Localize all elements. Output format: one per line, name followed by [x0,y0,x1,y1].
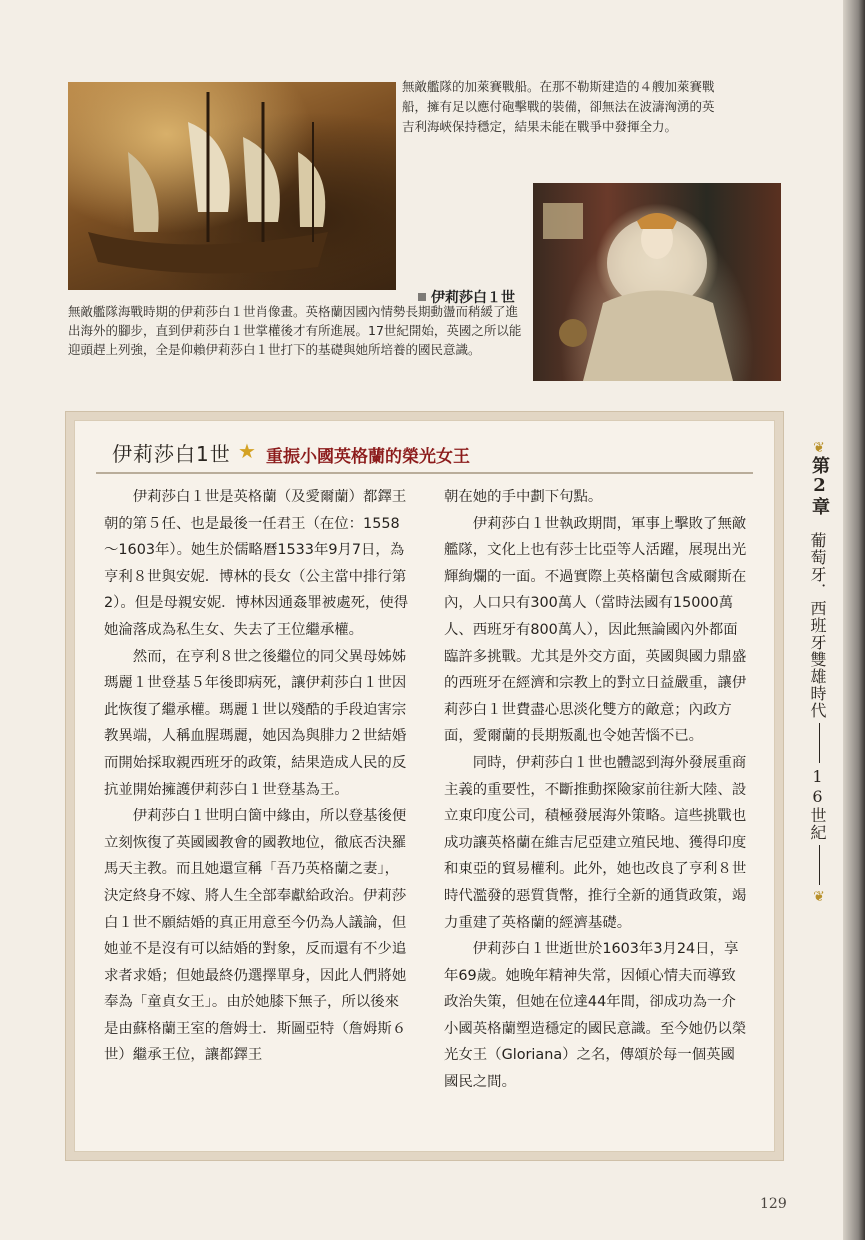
ornament-icon: ❦ [813,889,825,905]
portrait-caption: 無敵艦隊海戰時期的伊莉莎白１世肖像畫。英格蘭因國內情勢長期動盪而稍緩了進出海外的腳步，直到伊莉莎白１世掌權後才有所進展。17世紀開始，英國之所以能迎頭趕上列強，全是仰賴伊莉莎白１世打下的基礎與她所培養的國民意識。 [68,304,522,357]
square-bullet-icon [418,293,426,301]
feature-subtitle: 重振小國英格蘭的榮光女王 [266,447,470,467]
portrait-title: 伊莉莎白１世 [418,287,515,307]
page-number: 129 [760,1196,787,1212]
ornament-icon: ❦ [813,440,825,456]
ships-caption: 無敵艦隊的加萊賽戰船。在那不勒斯建造的４艘加萊賽戰船，擁有足以應付砲擊戰的裝備，卻無法在波濤洶湧的英吉利海峽保持穩定，結果未能在戰爭中發揮全力。 [402,79,715,134]
century-label: 16世紀 [808,767,827,841]
chapter-label: 第2章 [809,456,830,516]
page-edge [843,0,865,1240]
galleass-ships-painting [68,82,396,290]
paragraph: 伊莉莎白１世逝世於1603年3月24日，享年69歲。她晚年精神失常，因傾心情夫而導致政治失策，但她在位達44年間，卻成功為一介小國英格蘭塑造穩定的國民意識。至今她仍以榮光女王（Gloriana）之名，傳頌於每一個英國國民之間。 [444,941,747,1091]
paragraph: 然而，在亨利８世之後繼位的同父異母姊姊瑪麗１世登基５年後即病死，讓伊莉莎白１世因此恢復了繼承權。瑪麗１世以殘酷的手段迫害宗教異端，人稱血腥瑪麗，她因為與腓力２世結婚而開始採取親西班牙的政策，結果造成人民的反抗並開始擁護伊莉莎白１世登基為王。 [104,648,407,798]
feature-title: 伊莉莎白1世 [112,442,231,466]
paragraph: 朝在她的手中劃下句點。 [444,489,603,505]
chapter-sidebar [806,440,832,905]
right-column [444,484,749,1096]
paragraph: 伊莉莎白１世執政期間，軍事上擊敗了無敵艦隊，文化上也有莎士比亞等人活躍，展現出光輝絢爛的一面。不過實際上英格蘭包含威爾斯在內，人口只有300萬人（當時法國有15000萬人、西班牙有800萬人），因此無論國內外都面臨許多挑戰。尤其是外交方面，英國與國力鼎盛的西班牙在經濟和宗教上的對立日益嚴重，讓伊莉莎白１世費盡心思淡化雙方的敵意；內政方面，愛爾蘭的長期叛亂也令她苦惱不已。 [444,515,747,745]
chapter-line [819,723,820,763]
chapter-title: 葡萄牙．西班牙雙雄時代 [808,532,827,719]
paragraph: 同時，伊莉莎白１世也體認到海外發展重商主義的重要性，不斷推動探險家前往新大陸、設立東印度公司，積極發展海外策略。這些挑戰也成功讓英格蘭在維吉尼亞建立殖民地、獲得印度和東亞的貿易權利。此外，她也改良了亨利８世時代濫發的惡質貨幣，推行全新的通貨政策，竭力重建了英格蘭的經濟基礎。 [444,754,747,931]
elizabeth-portrait-painting [533,183,781,381]
paragraph: 伊莉莎白１世是英格蘭（及愛爾蘭）都鐸王朝的第５任、也是最後一任君王（在位：1558～1603年）。她生於儒略曆1533年9月7日，為亨利８世與安妮．博林的長女（公主當中排行第2）。但是母親安妮．博林因通姦罪被處死，使得她淪落成為私生女、失去了王位繼承權。 [104,489,409,638]
star-icon: ★ [238,439,256,463]
chapter-line [819,845,820,885]
title-divider [96,472,753,474]
paragraph: 伊莉莎白１世明白箇中緣由，所以登基後便立刻恢復了英國國教會的國教地位，徹底否決羅馬天主教。而且她還宣稱「吾乃英格蘭之妻」，決定終身不嫁、將人生全部奉獻給政治。伊莉莎白１世不願結婚的真正用意至今仍為人議論，但她並不是沒有可以結婚的對象，反而還有不少追求者求婚；但她最終仍選擇單身，因此人們將她奉為「童貞女王」。由於她膝下無子，所以後來是由蘇格蘭王室的詹姆士．斯圖亞特（詹姆斯６世）繼承王位，讓都鐸王 [104,808,407,1064]
left-column [104,484,409,1069]
